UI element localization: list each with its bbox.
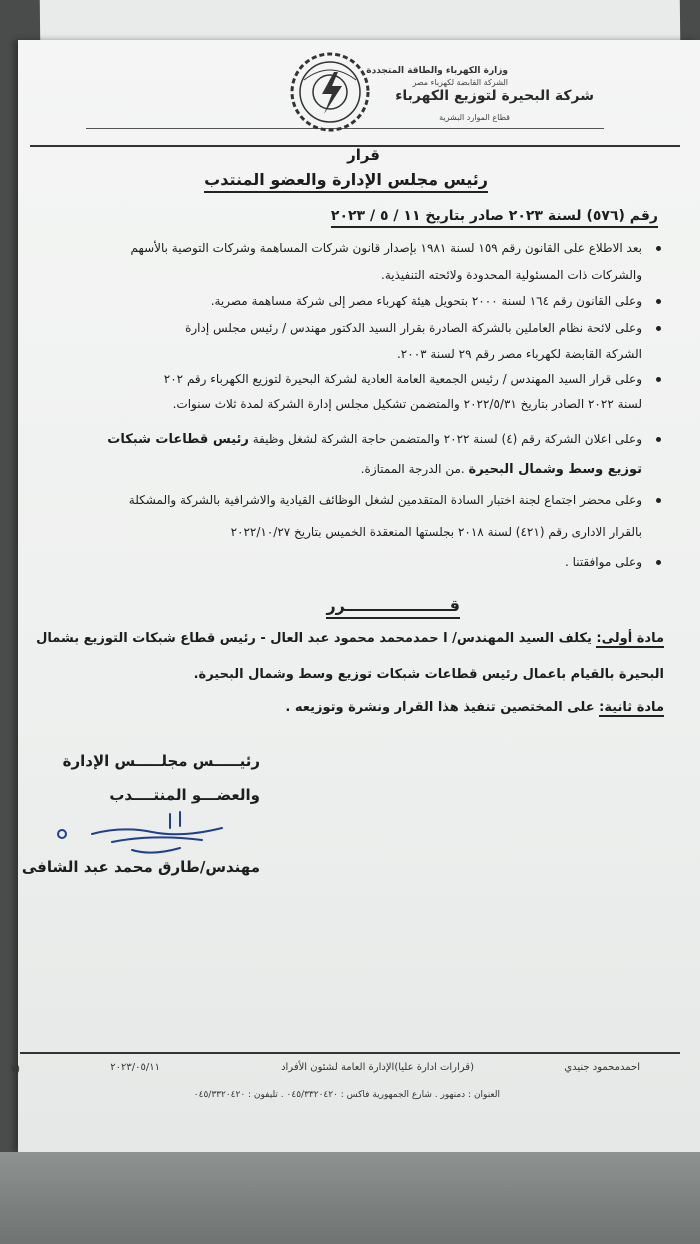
signatory-name: مهندس/طارق محمد عبد الشافى bbox=[21, 858, 260, 876]
preamble-5-grade: .من الدرجة الممتازة. bbox=[360, 462, 465, 476]
bullet bbox=[656, 560, 661, 565]
decree-year: لسنة ٢٠٢٣ bbox=[508, 208, 582, 224]
article-1-text: يكلف السيد المهندس/ ا حمدمحمد محمود عبد العال - رئيس قطاع شبكات التوزيع بشمال bbox=[36, 631, 592, 646]
sector-name: قطاع الموارد البشرية bbox=[439, 113, 510, 122]
decree-date: ١١ / ٥ / ٢٠٢٣ bbox=[330, 208, 421, 224]
holding-company-name: الشركة القابضة لكهرباء مصر bbox=[412, 78, 508, 87]
footer-address: العنوان : دمنهور . شارع الجمهورية فاكس : ٠٤٥/٣٣٢٠٤٢٠ . تليفون : ٠٤٥/٣٣٢٠٤٢٠ bbox=[193, 1090, 500, 1100]
desk-surface bbox=[0, 1152, 700, 1244]
document-title: قرار bbox=[347, 146, 380, 164]
preamble-3-line-1: وعلى لائحة نظام العاملين بالشركة الصادرة بقرار السيد الدكتور مهندس / رئيس مجلس إدارة bbox=[185, 321, 642, 335]
document-subtitle: رئيس مجلس الإدارة والعضو المنتدب bbox=[204, 170, 488, 193]
preamble-7: وعلى موافقتنا . bbox=[564, 555, 642, 569]
decree-number-line bbox=[331, 208, 658, 228]
preamble-4-line-1: وعلى قرار السيد المهندس / رئيس الجمعية العامة العادية لشركة البحيرة لتوزيع الكهرباء رقم ٢٠٢ bbox=[163, 372, 642, 386]
company-name: شركة البحيرة لتوزيع الكهرباء bbox=[395, 88, 594, 104]
bullet bbox=[656, 326, 661, 331]
article-1-line-1 bbox=[36, 628, 664, 650]
article-2-text: على المختصين تنفيذ هذا القرار ونشرة وتوزيعه . bbox=[285, 700, 595, 715]
preamble-5-region: توزيع وسط وشمال البحيرة bbox=[468, 462, 642, 477]
preamble-1-line-1: بعد الاطلاع على القانون رقم ١٥٩ لسنة ١٩٨١ بإصدار قانون شركات المساهمة وشركات التوصية بالأسهم bbox=[130, 241, 642, 255]
decree-prefix: رقم bbox=[629, 208, 658, 224]
signatory-title-1: رئيـــــس مجلـــــس الإدارة bbox=[62, 752, 260, 770]
page-mark: (٧ bbox=[10, 1064, 20, 1075]
bullet bbox=[656, 498, 661, 503]
preamble-2: وعلى القانون رقم ١٦٤ لسنة ٢٠٠٠ بتحويل هيئة كهرباء مصر إلى شركة مساهمة مصرية. bbox=[210, 294, 642, 308]
preamble-5-job-title: رئيس قطاعات شبكات bbox=[107, 432, 249, 447]
bullet bbox=[656, 299, 661, 304]
preamble-6-line-1: وعلى محضر اجتماع لجنة اختبار السادة المتقدمين لشغل الوظائف القيادية والاشرافية بالشركة والمشكلة bbox=[128, 493, 642, 507]
handwritten-signature bbox=[52, 804, 272, 864]
preamble-5-line-2 bbox=[361, 459, 642, 480]
decision-heading: قـــــــــــــــــــرر bbox=[326, 596, 460, 619]
decree-date-label: صادر بتاريخ bbox=[425, 208, 504, 224]
bullet bbox=[656, 437, 661, 442]
ministry-name: وزارة الكهرباء والطاقة المتجددة bbox=[366, 66, 508, 76]
preamble-3-line-2: الشركة القابضة لكهرباء مصر رقم ٢٩ لسنة ٢٠٠٣. bbox=[396, 347, 642, 361]
article-1-label: مادة أولى: bbox=[596, 631, 664, 646]
signatory-title-2: والعضـــو المنتــــدب bbox=[109, 786, 260, 804]
article-2-label: مادة ثانية: bbox=[599, 700, 664, 715]
preamble-4-line-2: لسنة ٢٠٢٢ الصادر بتاريخ ٢٠٢٢/٥/٣١ والمتضمن تشكيل مجلس إدارة الشركة لمدة ثلاث سنوات. bbox=[172, 397, 642, 411]
preamble-5-text: وعلى اعلان الشركة رقم (٤) لسنة ٢٠٢٢ والمتضمن حاجة الشركة لشغل وظيفة bbox=[252, 432, 642, 446]
footer-distribution: (قرارات ادارة عليا)الإدارة العامة لشئون الأفراد bbox=[281, 1062, 474, 1073]
bullet bbox=[656, 377, 661, 382]
preamble-5-line-1 bbox=[107, 429, 642, 450]
preamble-1-line-2: والشركات ذات المسئولية المحدودة ولائحته التنفيذية. bbox=[381, 268, 642, 282]
article-1-line-2: البحيرة بالقيام باعمال رئيس قطاعات شبكات توزيع وسط وشمال البحيرة. bbox=[193, 667, 664, 682]
bullet bbox=[656, 246, 661, 251]
footer-divider bbox=[20, 1052, 680, 1054]
article-2 bbox=[285, 697, 664, 719]
preamble-6-line-2: بالقرار الادارى رقم (٤٢١) لسنة ٢٠١٨ بجلستها المنعقدة الخميس بتاريخ ٢٠٢٢/١٠/٢٧ bbox=[230, 525, 642, 539]
footer-date: ٢٠٢٣/٠٥/١١ bbox=[110, 1062, 160, 1073]
footer-clerk: احمدمحمود جنيدي bbox=[564, 1062, 640, 1073]
company-seal-icon bbox=[282, 50, 378, 134]
decree-number: (٥٧٦) bbox=[586, 208, 625, 224]
